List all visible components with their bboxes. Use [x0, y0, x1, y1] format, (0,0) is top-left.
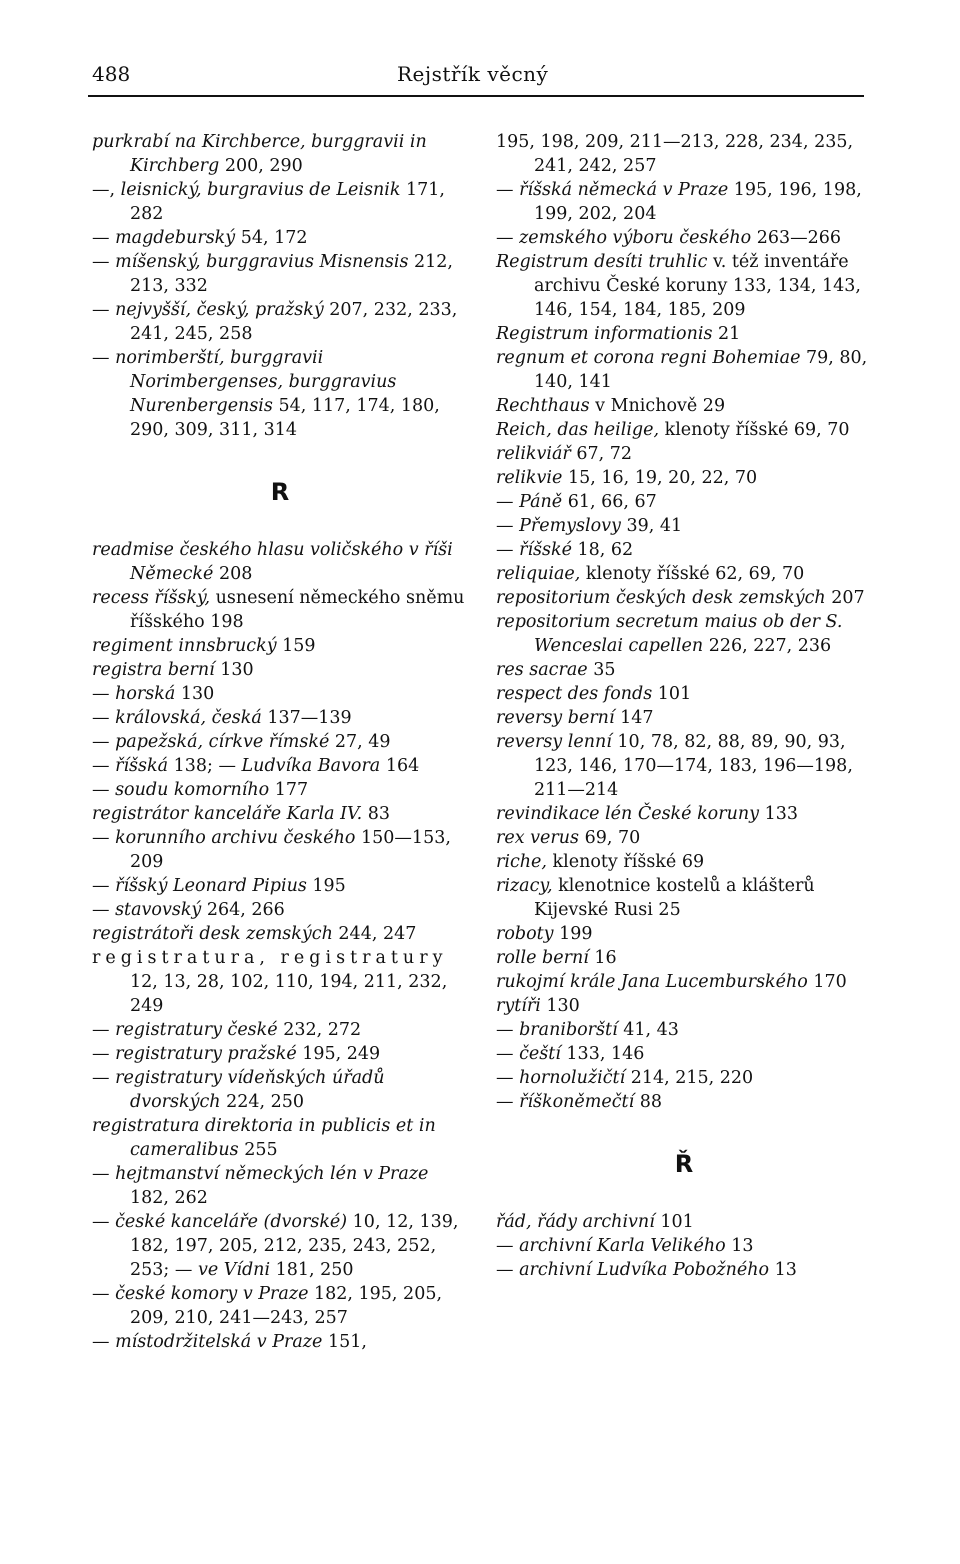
header-rule [88, 95, 864, 97]
index-entry: — horská 130 [92, 684, 215, 704]
index-entry: — hornolužičtí 214, 215, 220 [496, 1068, 754, 1088]
index-entry: rolle berní 16 [496, 948, 617, 968]
index-entry: — magdeburský 54, 172 [92, 228, 308, 248]
entry-list [92, 130, 468, 442]
index-entry: Rechthaus v Mnichově 29 [496, 396, 726, 416]
running-title: Rejstřík věcný [397, 62, 549, 86]
index-entry: roboty 199 [496, 924, 593, 944]
index-entry: res sacrae 35 [496, 660, 616, 680]
index-entry: — registratury vídeňských úřadů dvorských 224, 250 [92, 1068, 385, 1112]
index-entry: — zemského výboru českého 263—266 [496, 228, 842, 248]
index-entry: — stavovský 264, 266 [92, 900, 285, 920]
index-entry: — říšský Leonard Pipius 195 [92, 876, 346, 896]
index-entry: reliquiae, klenoty říšské 62, 69, 70 [496, 564, 805, 584]
entry-list [496, 1210, 872, 1282]
index-entry: registrátor kanceláře Karla IV. 83 [92, 804, 390, 824]
entry-list [496, 130, 872, 1114]
index-entry: — archivní Ludvíka Pobožného 13 [496, 1260, 797, 1280]
index-entry: — říšská 138; — Ludvíka Bavora 164 [92, 756, 420, 776]
index-entry: — norimberští, burggravii Norimbergenses, burggravius Nurenbergensis 54, 117, 174, 180, 290, 309, 311, 314 [92, 348, 440, 440]
index-entry: — místodržitelská v Praze 151, [92, 1332, 367, 1352]
index-entry: rytíři 130 [496, 996, 580, 1016]
index-entry: registra berní 130 [92, 660, 254, 680]
index-entry: rizacy, klenotnice kostelů a klášterů Kijevské Rusi 25 [496, 876, 815, 920]
index-entry: — soudu komorního 177 [92, 780, 309, 800]
index-entry: regiment innsbrucký 159 [92, 636, 316, 656]
index-entry: revindikace lén České koruny 133 [496, 804, 798, 824]
index-entry: purkrabí na Kirchberce, burggravii in Kirchberg 200, 290 [92, 132, 427, 176]
index-entry: — říškoněmečtí 88 [496, 1092, 663, 1112]
index-entry: — nejvyšší, český, pražský 207, 232, 233, 241, 245, 258 [92, 300, 458, 344]
index-entry: — registratury české 232, 272 [92, 1020, 362, 1040]
index-entry: relikviář 67, 72 [496, 444, 633, 464]
index-entry: Reich, das heilige, klenoty říšské 69, 70 [496, 420, 850, 440]
index-entry: registrátoři desk zemských 244, 247 [92, 924, 417, 944]
index-entry: respect des fonds 101 [496, 684, 692, 704]
section-letter-r: R [270, 478, 290, 506]
index-entry: řád, řády archivní 101 [496, 1212, 694, 1232]
index-entry: — korunního archivu českého 150—153, 209 [92, 828, 451, 872]
index-entry: repositorium českých desk zemských 207 [496, 588, 865, 608]
index-entry: relikvie 15, 16, 19, 20, 22, 70 [496, 468, 758, 488]
entry-list [92, 538, 468, 1354]
index-entry: 195, 198, 209, 211—213, 228, 234, 235, 241, 242, 257 [496, 132, 854, 176]
index-entry: — braniborští 41, 43 [496, 1020, 679, 1040]
left-column [92, 130, 468, 1354]
index-entry: — Páně 61, 66, 67 [496, 492, 657, 512]
page-header [92, 62, 862, 96]
index-entry: — hejtmanství německých lén v Praze 182, 262 [92, 1164, 429, 1208]
index-entry: regnum et corona regni Bohemiae 79, 80, 140, 141 [496, 348, 868, 392]
index-entry: — čeští 133, 146 [496, 1044, 645, 1064]
section-letter-rcaron: Ř [674, 1150, 694, 1178]
index-entry: riche, klenoty říšské 69 [496, 852, 705, 872]
index-entry: — archivní Karla Velikého 13 [496, 1236, 754, 1256]
index-entry: — říšské 18, 62 [496, 540, 634, 560]
index-entry: repositorium secretum maius ob der S. Wenceslai capellen 226, 227, 236 [496, 612, 843, 656]
index-entry: reversy berní 147 [496, 708, 654, 728]
page-number: 488 [92, 62, 131, 86]
index-entry: Registrum desíti truhlic v. též inventáře archivu České koruny 133, 134, 143, 146, 154, 184, 185, 209 [496, 252, 861, 320]
index-entry: rex verus 69, 70 [496, 828, 641, 848]
index-entry: reversy lenní 10, 78, 82, 88, 89, 90, 93, 123, 146, 170—174, 183, 196—198, 211—214 [496, 732, 853, 800]
index-entry: — říšská německá v Praze 195, 196, 198, 199, 202, 204 [496, 180, 862, 224]
index-entry: readmise českého hlasu voličského v říši Německé 208 [92, 540, 453, 584]
index-entry: Registrum informationis 21 [496, 324, 741, 344]
index-entry: — královská, česká 137—139 [92, 708, 352, 728]
index-entry: — české komory v Praze 182, 195, 205, 209, 210, 241—243, 257 [92, 1284, 443, 1328]
right-column [496, 130, 872, 1282]
index-entry: — míšenský, burggravius Misnensis 212, 213, 332 [92, 252, 453, 296]
index-entry: — registratury pražské 195, 249 [92, 1044, 381, 1064]
index-entry: — papežská, církve římské 27, 49 [92, 732, 391, 752]
index-entry: — Přemyslovy 39, 41 [496, 516, 683, 536]
index-entry: —, leisnický, burgravius de Leisnik 171, 282 [92, 180, 445, 224]
index-entry: registratura, registratury 12, 13, 28, 102, 110, 194, 211, 232, 249 [92, 948, 448, 1016]
index-entry: recess říšský, usnesení německého sněmu říšského 198 [92, 588, 465, 632]
index-entry: registratura direktoria in publicis et in cameralibus 255 [92, 1116, 436, 1160]
index-entry: — české kanceláře (dvorské) 10, 12, 139, 182, 197, 205, 212, 235, 243, 252, 253; — ve Vídni 181, 250 [92, 1212, 459, 1280]
index-entry: rukojmí krále Jana Lucemburského 170 [496, 972, 847, 992]
